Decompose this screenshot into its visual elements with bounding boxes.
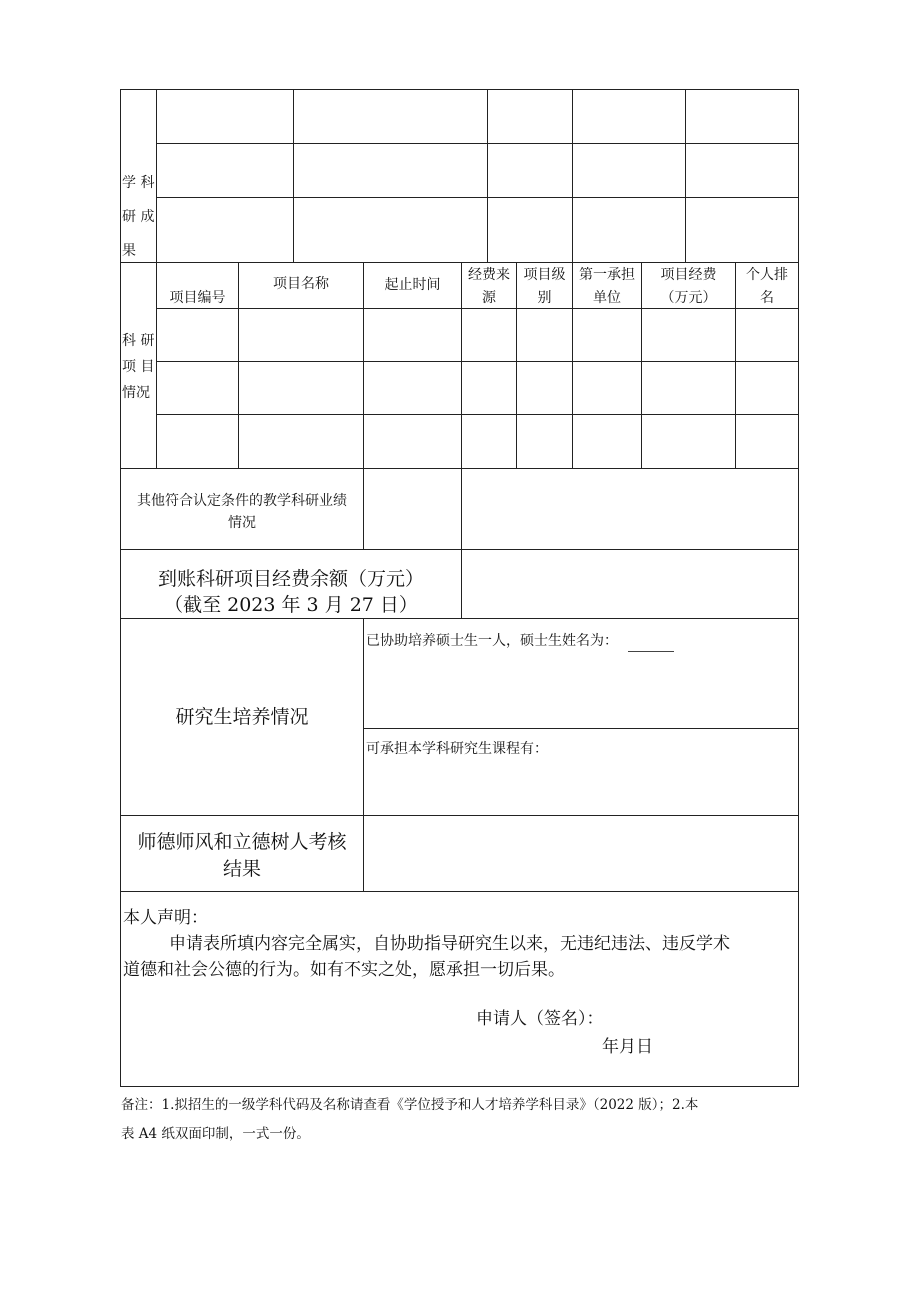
declaration-title: 本人声明： — [123, 908, 208, 928]
graduate-courses-input[interactable] — [364, 762, 798, 814]
header-funds: 项目经费 — [660, 267, 717, 283]
graduate-row-divider — [363, 728, 799, 729]
signature-label: 申请人（签名）： — [476, 1009, 604, 1029]
graduate-courses-text: 可承担本学科研究生课程有： — [366, 741, 548, 757]
achievement-cell[interactable] — [157, 90, 293, 143]
achievements-label-line3: 果 — [122, 243, 136, 259]
achievement-col-divider — [572, 89, 573, 262]
header-first-unit: 第一承担 — [579, 267, 635, 283]
section-divider — [120, 891, 799, 892]
graduate-assisted-text: 已协助培养硕士生一人，硕士生姓名为： — [366, 630, 674, 652]
balance-label: 到账科研项目经费余额（万元） — [157, 568, 424, 590]
header-funds: （万元） — [660, 290, 717, 306]
header-level: 项目级 — [523, 267, 566, 283]
header-level: 别 — [537, 290, 552, 306]
achievement-cell[interactable] — [157, 198, 293, 262]
graduate-label: 研究生培养情况 — [175, 706, 309, 728]
achievement-cell[interactable] — [157, 144, 293, 197]
achievement-col-divider — [685, 89, 686, 262]
table-bottom-border — [120, 1086, 799, 1087]
header-funding-source: 经费来 — [468, 267, 510, 283]
header-first-unit: 单位 — [593, 290, 621, 306]
header-project-number: 项目编号 — [169, 290, 226, 306]
project-row[interactable] — [157, 362, 798, 414]
projects-label-line3: 情况 — [122, 385, 150, 401]
ethics-label: 结果 — [222, 858, 261, 880]
projects-label-line1: 科 研 — [122, 333, 155, 349]
date-label: 年月日 — [602, 1037, 653, 1057]
project-row[interactable] — [157, 415, 798, 467]
graduate-assisted-input[interactable] — [364, 660, 798, 726]
achievement-cell[interactable] — [294, 90, 487, 143]
header-rank: 名 — [760, 290, 774, 306]
achievement-col-divider — [487, 89, 488, 262]
other-achievements-label: 其他符合认定条件的教学科研业绩 — [137, 493, 347, 509]
project-row[interactable] — [157, 309, 798, 361]
footnote-line2: 表 A4 纸双面印制，一式一份。 — [121, 1126, 310, 1142]
balance-input[interactable] — [462, 550, 798, 617]
header-rank: 个人排 — [746, 267, 788, 283]
section-divider — [120, 618, 799, 619]
balance-date: （截至 2023 年 3 月 27 日） — [164, 594, 418, 616]
header-funding-source: 源 — [482, 290, 496, 306]
achievements-label-line2: 研 成 — [122, 209, 155, 225]
declaration-body: 申请表所填内容完全属实，自协助指导研究生以来，无违纪违法、违反学术 — [169, 934, 730, 954]
projects-label-line2: 项 目 — [122, 359, 155, 375]
other-achievements-label: 情况 — [228, 515, 256, 531]
section-divider — [120, 262, 799, 263]
achievements-label-line1: 学 科 — [122, 175, 155, 191]
header-project-name: 项目名称 — [273, 276, 329, 292]
header-period: 起止时间 — [384, 277, 441, 293]
ethics-input[interactable] — [364, 816, 798, 891]
table-right-border — [798, 89, 799, 1086]
declaration-body: 道德和社会公德的行为。如有不实之处，愿承担一切后果。 — [123, 960, 565, 980]
other-achievements-input[interactable] — [364, 469, 798, 548]
ethics-label: 师德师风和立德树人考核 — [137, 831, 347, 853]
footnote-line1: 备注：1.拟招生的一级学科代码及名称请查看《学位授予和人才培养学科目录》（2022 版）；2.本 — [121, 1097, 699, 1113]
signature-field[interactable] — [640, 1004, 790, 1032]
graduate-name-blank[interactable] — [628, 637, 674, 652]
